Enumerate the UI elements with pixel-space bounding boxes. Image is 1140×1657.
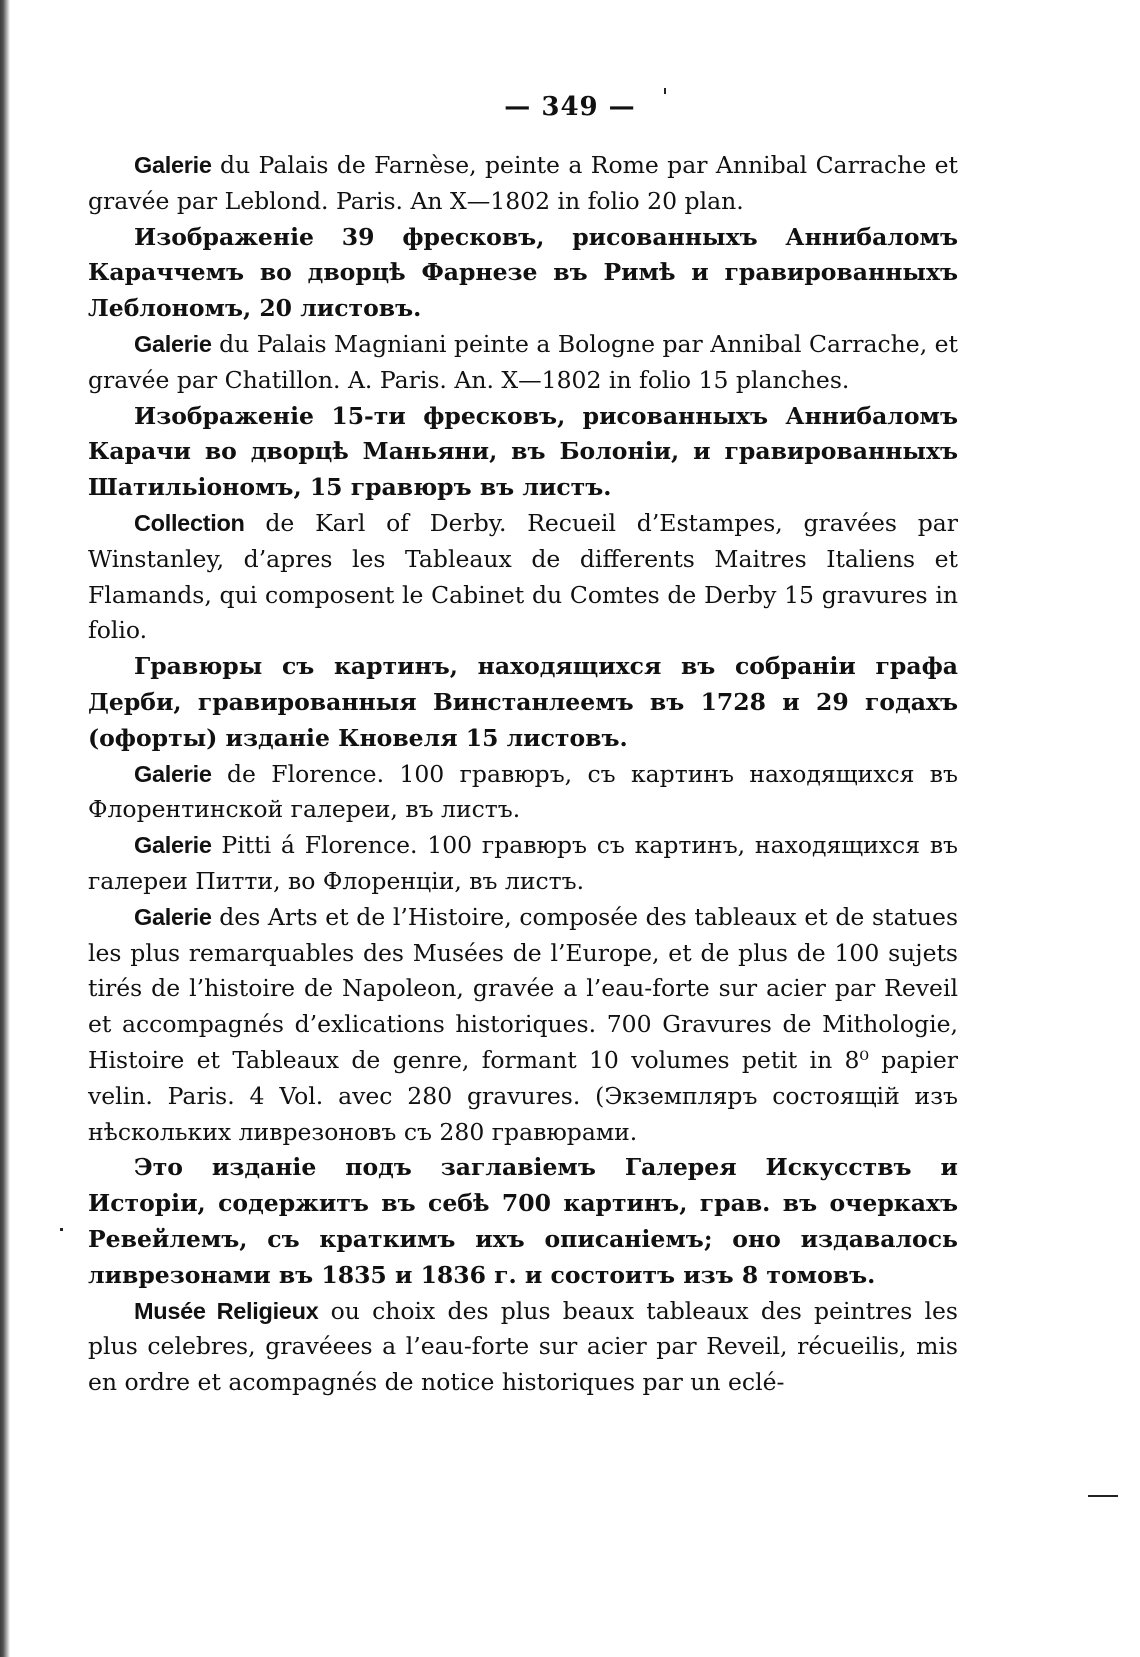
paragraph-3: Galerie du Palais Magniani peinte a Bologne par Annibal Carrache, et gravée par Chatillon. A. Paris. An. X—1802 in folio 15 planches. bbox=[88, 329, 959, 394]
paragraph-1: Galerie du Palais de Farnèse, peinte a Rome par Annibal Carrache et gravée par Leblond. Paris. An X—1802 in folio 20 plan. bbox=[88, 151, 958, 215]
paragraph-4: Изображенiе 15-ти фресковъ, рисованныхъ Аннибаломъ Карачи во дворцѣ Маньяни, въ Болонiи, и гравированныхъ Шатильiономъ, 15 гравюръ въ листъ. bbox=[88, 401, 958, 502]
print-speck bbox=[664, 88, 666, 94]
paragraph-11: Musée Religieux ou choix des plus beaux tableaux des peintres les plus celebres, gravéees a l’eau-forte sur acier par Reveil, récueilis, mis en ordre et acompagnés de notice historiques par un eclé- bbox=[88, 1296, 958, 1397]
paragraph-6: Гравюры съ картинъ, находящихся въ собранiи графа Дерби, гравированныя Винстанлеемъ въ 1728 и 29 годахъ (офорты) изданiе Кновеля 15 листовъ. bbox=[88, 652, 958, 752]
paragraph-7: Galerie de Florence. 100 гравюръ, съ картинъ находящихся въ Флорентинской галереи, въ листъ. bbox=[88, 759, 958, 824]
paragraph-10: Это изданiе подъ заглавiемъ Галерея Искусствъ и Исторiи, содержитъ въ себѣ 700 картинъ, грав. въ очеркахъ Ревейлемъ, съ краткимъ ихъ описанiемъ; оно издавалось ливрезонами въ 1835 и 1836 г. и состоитъ изъ 8 томовъ. bbox=[88, 1153, 958, 1289]
paragraph-5: Collection de Karl of Derby. Recueil d’Estampes, gravées par Winstanley, d’apres les Tableaux de differents Maitres Italiens et Flamands, qui composent le Cabinet du Comtes de Derby 15 gravures in folio. bbox=[88, 508, 958, 645]
paragraph-9: Galerie des Arts et de l’Histoire, composée des tableaux et de statues les plus remarquables des Musées de l’Europe, et de plus de 100 sujets tirés de l’histoire de Napoleon, gravée a l’eau-forte sur acier par Reveil et accompagnés d’exlications historiques. 700 Gravures de Mithologie, Histoire et Tableaux de genre, formant 10 volumes petit in 8⁰ papier velin. Paris. 4 Vol. avec 280 gravures. (Экземпляръ состоящiй изъ нѣскольких ливрезоновъ съ 280 гравюрами. bbox=[88, 902, 958, 1146]
page-text bbox=[88, 148, 958, 1401]
print-speck bbox=[1088, 1495, 1118, 1497]
print-speck bbox=[60, 1228, 63, 1231]
paragraph-8: Galerie Pitti á Florence. 100 гравюръ съ картинъ, находящихся въ галереи Питти, во Флоренцiи, въ листъ. bbox=[88, 831, 958, 895]
binding-edge bbox=[0, 0, 10, 1657]
paragraph-2: Изображенiе 39 фресковъ, рисованныхъ Аннибаломъ Караччемъ во дворцѣ Фарнезе въ Римѣ и гравированныхъ Леблономъ, 20 листовъ. bbox=[88, 222, 958, 323]
page-number: — 349 — bbox=[504, 92, 636, 122]
